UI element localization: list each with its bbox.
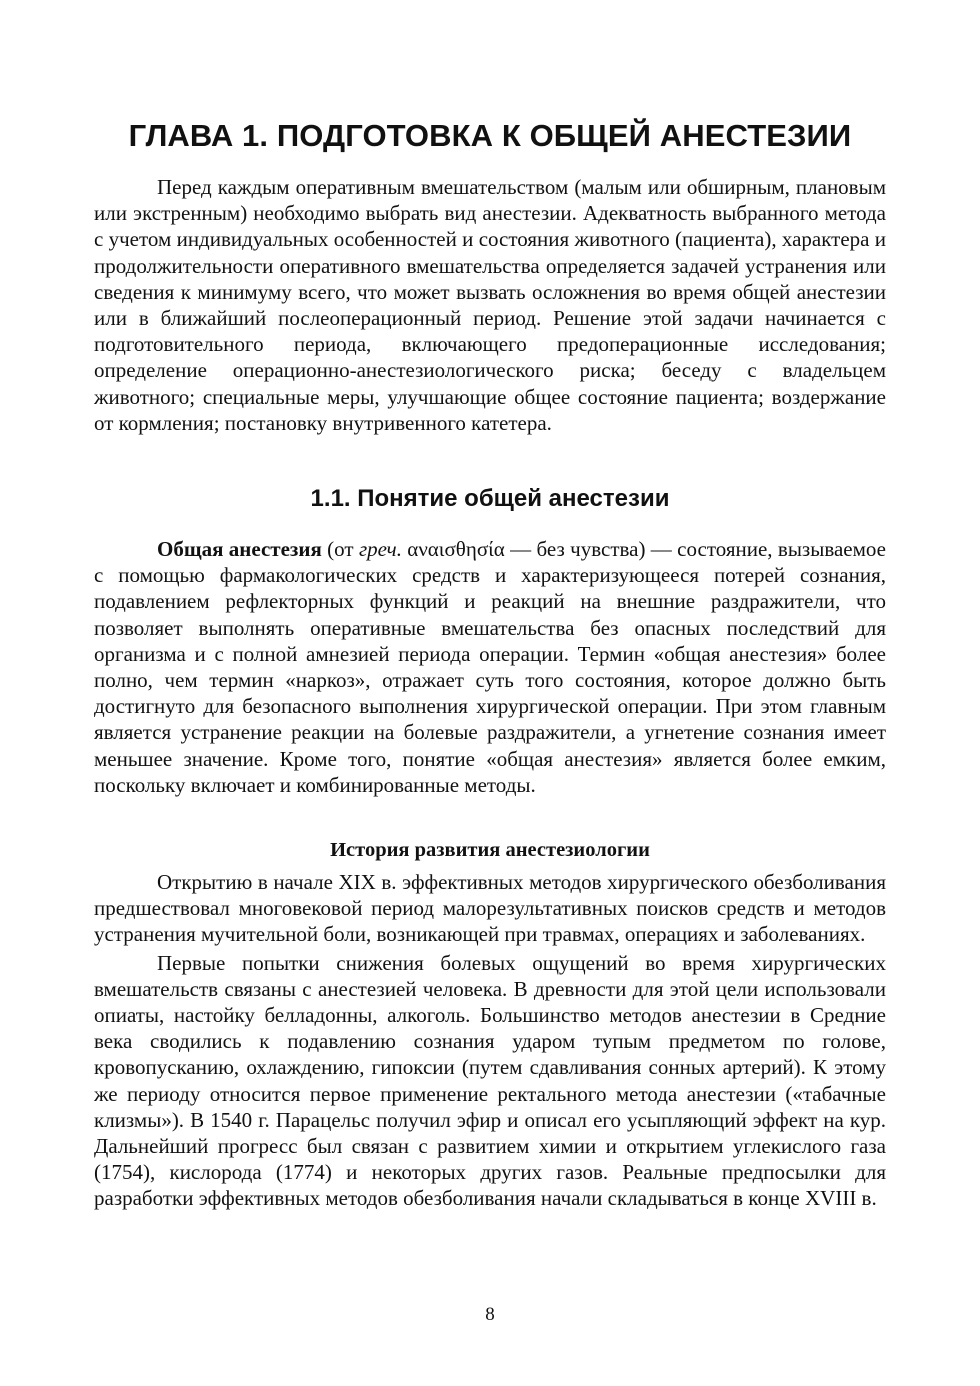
history-paragraph: Открытию в начале XIX в. эффективных методов хирургического обезболивания предшествовал многовековой период малорезультативных поисков средств и методов устранения мучительной боли, возникающей при травмах, операциях и заболеваниях. bbox=[94, 870, 886, 947]
definition-text: αναισθησία — без чувства) — состояние, вызываемое с помощью фармакологических средств и характеризующееся потерей сознания, подавлением рефлекторных функций и реакций на внешние раздражители, что позволяет выполнять оперативные вмешательства без опасных последствий для организма и с полной амнезией периода операции. Термин «общая анестезия» более полно, чем термин «наркоз», отражает суть того состояния, которое должно быть достигнуто для безопасного выполнения хирургической операции. При этом главным является устранение реакции на болевые раздражители, а угнетение сознания имеет меньшее значение. Кроме того, понятие «общая анестезия» является более емким, поскольку включает и комбинированные методы. bbox=[94, 537, 886, 797]
subsection-title: История развития анестезиологии bbox=[330, 839, 650, 861]
section-title: 1.1. Понятие общей анестезии bbox=[310, 485, 670, 512]
intro-section bbox=[94, 174, 886, 436]
intro-paragraph: Перед каждым оперативным вмешательством (малым или обширным, плановым или экстренным) необходимо выбрать вид анестезии. Адекватность выбранного метода с учетом индивидуальных особенностей и состояния животного (пациента), характера и продолжительности оперативного вмешательства определяется задачей устранения или сведения к минимуму всего, что может вызвать осложнения во время общей анестезии или в ближайший послеоперационный период. Решение этой задачи начинается с подготовительного периода, включающего предоперационные исследования; определение операционно-анестезиологического риска; беседу с владельцем животного; специальные меры, улучшающие общее состояние пациента; воздержание от кормления; постановку внутривенного катетера. bbox=[94, 175, 886, 435]
page-number: 8 bbox=[485, 1304, 495, 1325]
definition-section bbox=[94, 536, 886, 798]
history-paragraph: Первые попытки снижения болевых ощущений во время хирургических вмешательств связаны с анестезией человека. В древности для этой цели использовали опиаты, настойку белладонны, алкоголь. Большинство методов анестезии в Средние века сводились к подавлению сознания ударом тупым предметом по голове, кровопусканию, охлаждению, гипоксии (путем сдавливания сонных артерий). К этому же периоду относится первое применение ректального метода анестезии («табачные клизмы»). В 1540 г. Парацельс получил эфир и описал его усыпляющий эффект на кур. Дальнейший прогресс был связан с развитием химии и открытием углекислого газа (1754), кислорода (1774) и некоторых других газов. Реальные предпосылки для разработки эффективных методов обезболивания начали складываться в конце XVIII в. bbox=[94, 950, 886, 1211]
definition-term: Общая анестезия bbox=[157, 537, 322, 561]
history-section bbox=[94, 869, 886, 1212]
definition-language-abbr: греч. bbox=[358, 537, 402, 561]
definition-paragraph bbox=[94, 536, 886, 798]
chapter-title: ГЛАВА 1. ПОДГОТОВКА К ОБЩЕЙ АНЕСТЕЗИИ bbox=[128, 118, 852, 153]
document-page bbox=[94, 0, 886, 1386]
definition-open: (от bbox=[321, 537, 359, 561]
